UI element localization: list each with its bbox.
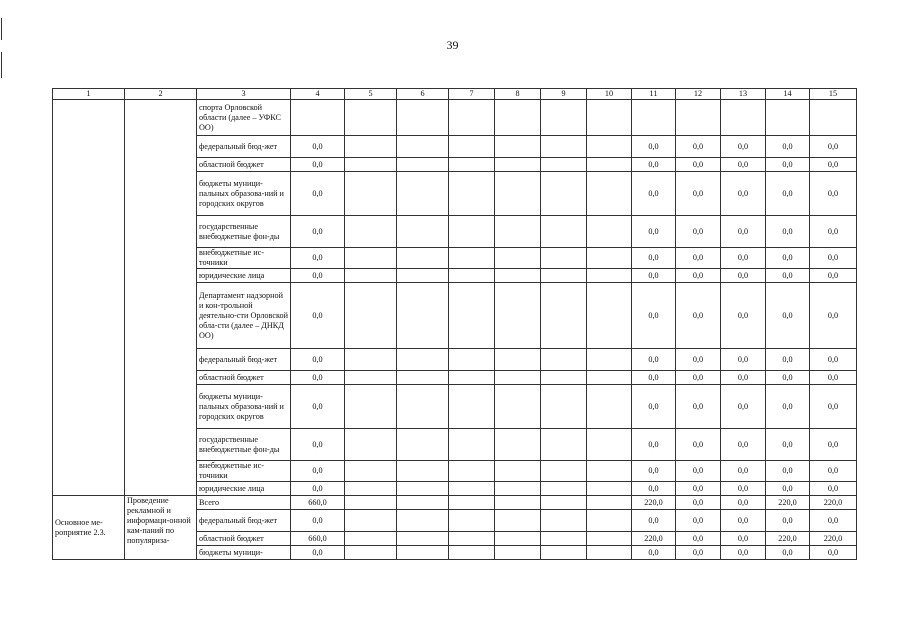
value-cell	[291, 100, 345, 136]
value-cell	[397, 385, 449, 429]
value-cell: 0,0	[810, 269, 857, 283]
value-cell	[345, 385, 397, 429]
header-row	[53, 89, 857, 100]
value-cell	[397, 510, 449, 532]
value-cell	[449, 546, 495, 560]
value-cell: 0,0	[291, 283, 345, 349]
value-cell	[541, 248, 587, 269]
value-cell: 0,0	[632, 269, 676, 283]
header-cell: 3	[197, 89, 291, 100]
row-label: областной бюджет	[197, 371, 291, 385]
value-cell: 0,0	[676, 510, 721, 532]
value-cell	[495, 283, 541, 349]
value-cell: 0,0	[721, 349, 766, 371]
header-cell: 15	[810, 89, 857, 100]
scan-edge-marks	[1, 18, 3, 88]
value-cell	[541, 100, 587, 136]
value-cell	[397, 269, 449, 283]
value-cell: 220,0	[632, 496, 676, 510]
value-cell: 660,0	[291, 532, 345, 546]
header-cell: 8	[495, 89, 541, 100]
value-cell: 0,0	[810, 385, 857, 429]
value-cell: 0,0	[810, 349, 857, 371]
value-cell: 0,0	[291, 216, 345, 248]
value-cell: 0,0	[632, 546, 676, 560]
page-number: 39	[446, 38, 459, 52]
value-cell	[587, 371, 632, 385]
value-cell: 0,0	[721, 269, 766, 283]
value-cell	[495, 172, 541, 216]
value-cell	[449, 385, 495, 429]
value-cell	[495, 496, 541, 510]
value-cell	[587, 349, 632, 371]
value-cell	[587, 172, 632, 216]
value-cell: 0,0	[766, 349, 810, 371]
value-cell: 0,0	[766, 510, 810, 532]
value-cell	[449, 100, 495, 136]
table-row	[53, 100, 857, 136]
row-label: федеральный бюд-жет	[197, 349, 291, 371]
value-cell: 0,0	[291, 429, 345, 461]
value-cell: 0,0	[291, 510, 345, 532]
value-cell	[449, 349, 495, 371]
value-cell: 220,0	[810, 496, 857, 510]
value-cell	[495, 158, 541, 172]
value-cell: 0,0	[721, 532, 766, 546]
col2-cell	[125, 100, 197, 496]
value-cell: 0,0	[676, 532, 721, 546]
row-label: областной бюджет	[197, 532, 291, 546]
value-cell	[587, 100, 632, 136]
value-cell	[632, 100, 676, 136]
value-cell	[495, 136, 541, 158]
value-cell	[495, 546, 541, 560]
value-cell	[587, 546, 632, 560]
value-cell	[397, 496, 449, 510]
value-cell: 220,0	[766, 496, 810, 510]
value-cell	[495, 461, 541, 482]
value-cell: 0,0	[766, 461, 810, 482]
value-cell: 0,0	[291, 461, 345, 482]
value-cell	[449, 136, 495, 158]
value-cell: 0,0	[721, 172, 766, 216]
value-cell: 660,0	[291, 496, 345, 510]
value-cell: 0,0	[676, 248, 721, 269]
value-cell: 0,0	[632, 248, 676, 269]
value-cell: 0,0	[676, 283, 721, 349]
value-cell	[587, 269, 632, 283]
value-cell	[495, 248, 541, 269]
value-cell: 0,0	[676, 482, 721, 496]
row-label: федеральный бюд-жет	[197, 510, 291, 532]
value-cell: 0,0	[810, 461, 857, 482]
value-cell	[345, 349, 397, 371]
value-cell	[397, 216, 449, 248]
value-cell: 0,0	[766, 158, 810, 172]
value-cell	[541, 482, 587, 496]
value-cell	[587, 158, 632, 172]
header-cell: 1	[53, 89, 125, 100]
value-cell	[587, 136, 632, 158]
value-cell	[495, 269, 541, 283]
value-cell	[495, 371, 541, 385]
value-cell	[541, 546, 587, 560]
value-cell	[541, 532, 587, 546]
value-cell: 0,0	[721, 216, 766, 248]
value-cell	[587, 248, 632, 269]
header-cell: 5	[345, 89, 397, 100]
value-cell: 0,0	[676, 172, 721, 216]
value-cell: 0,0	[766, 172, 810, 216]
value-cell	[587, 385, 632, 429]
value-cell	[345, 461, 397, 482]
value-cell	[345, 172, 397, 216]
row-label: Всего	[197, 496, 291, 510]
value-cell: 0,0	[810, 546, 857, 560]
value-cell: 0,0	[632, 158, 676, 172]
value-cell	[495, 510, 541, 532]
value-cell: 0,0	[632, 349, 676, 371]
value-cell: 0,0	[632, 385, 676, 429]
value-cell: 0,0	[721, 510, 766, 532]
value-cell	[541, 371, 587, 385]
value-cell: 0,0	[721, 461, 766, 482]
value-cell	[397, 100, 449, 136]
value-cell: 0,0	[810, 510, 857, 532]
value-cell	[449, 158, 495, 172]
value-cell: 0,0	[766, 269, 810, 283]
value-cell	[345, 429, 397, 461]
value-cell	[345, 216, 397, 248]
value-cell: 0,0	[632, 482, 676, 496]
header-cell: 6	[397, 89, 449, 100]
value-cell: 0,0	[291, 546, 345, 560]
value-cell	[397, 461, 449, 482]
value-cell: 0,0	[632, 510, 676, 532]
value-cell: 0,0	[676, 136, 721, 158]
value-cell	[397, 136, 449, 158]
value-cell	[449, 371, 495, 385]
value-cell	[541, 385, 587, 429]
value-cell: 0,0	[676, 269, 721, 283]
header-cell: 9	[541, 89, 587, 100]
row-label: Департамент надзорной и кон-трольной деятельно-сти Орловской обла-сти (далее – ДНКД ОО)	[197, 283, 291, 349]
header-cell: 14	[766, 89, 810, 100]
value-cell	[345, 496, 397, 510]
value-cell	[587, 461, 632, 482]
value-cell: 0,0	[810, 482, 857, 496]
value-cell	[345, 482, 397, 496]
value-cell: 220,0	[810, 532, 857, 546]
value-cell	[495, 429, 541, 461]
value-cell	[345, 532, 397, 546]
row-label: бюджеты муници-пальных образова-ний и городских округов	[197, 385, 291, 429]
value-cell	[587, 482, 632, 496]
value-cell	[541, 172, 587, 216]
value-cell: 220,0	[632, 532, 676, 546]
value-cell: 0,0	[721, 136, 766, 158]
value-cell	[345, 269, 397, 283]
value-cell	[449, 496, 495, 510]
value-cell: 0,0	[632, 172, 676, 216]
value-cell: 0,0	[766, 283, 810, 349]
value-cell: 0,0	[721, 482, 766, 496]
value-cell: 0,0	[632, 136, 676, 158]
value-cell: 0,0	[291, 172, 345, 216]
value-cell	[345, 248, 397, 269]
value-cell: 0,0	[632, 429, 676, 461]
value-cell	[721, 100, 766, 136]
value-cell: 0,0	[632, 283, 676, 349]
value-cell	[587, 283, 632, 349]
value-cell: 0,0	[676, 216, 721, 248]
value-cell	[345, 136, 397, 158]
value-cell: 0,0	[766, 429, 810, 461]
row-label: юридические лица	[197, 269, 291, 283]
header-cell: 12	[676, 89, 721, 100]
value-cell: 0,0	[632, 216, 676, 248]
value-cell	[397, 349, 449, 371]
value-cell	[541, 283, 587, 349]
value-cell	[345, 371, 397, 385]
value-cell	[397, 371, 449, 385]
value-cell: 0,0	[291, 269, 345, 283]
value-cell: 0,0	[291, 385, 345, 429]
budget-table	[52, 88, 857, 560]
value-cell	[397, 283, 449, 349]
value-cell	[541, 216, 587, 248]
value-cell: 0,0	[810, 248, 857, 269]
value-cell	[345, 546, 397, 560]
col1-cell	[53, 100, 125, 496]
table-row	[53, 496, 857, 510]
row-label: внебюджетные ис-точники	[197, 461, 291, 482]
value-cell: 0,0	[721, 546, 766, 560]
value-cell	[587, 429, 632, 461]
value-cell	[397, 482, 449, 496]
value-cell	[449, 532, 495, 546]
header-cell: 13	[721, 89, 766, 100]
value-cell: 0,0	[766, 136, 810, 158]
value-cell	[397, 172, 449, 216]
header-cell: 10	[587, 89, 632, 100]
value-cell: 0,0	[676, 461, 721, 482]
value-cell: 0,0	[766, 385, 810, 429]
value-cell: 0,0	[291, 371, 345, 385]
value-cell: 0,0	[810, 158, 857, 172]
value-cell: 0,0	[676, 429, 721, 461]
row-label: бюджеты муници-пальных образова-ний и городских округов	[197, 172, 291, 216]
value-cell: 0,0	[291, 136, 345, 158]
value-cell	[495, 482, 541, 496]
value-cell	[541, 136, 587, 158]
row-label: федеральный бюд-жет	[197, 136, 291, 158]
header-cell: 11	[632, 89, 676, 100]
row-label: бюджеты муници-	[197, 546, 291, 560]
value-cell: 0,0	[291, 349, 345, 371]
value-cell	[587, 510, 632, 532]
value-cell: 0,0	[810, 172, 857, 216]
value-cell: 0,0	[766, 546, 810, 560]
value-cell: 0,0	[810, 136, 857, 158]
value-cell	[449, 482, 495, 496]
header-cell: 2	[125, 89, 197, 100]
value-cell	[810, 100, 857, 136]
value-cell	[766, 100, 810, 136]
row-label: спорта Орловской области (далее – УФКС ОО)	[197, 100, 291, 136]
value-cell: 0,0	[721, 248, 766, 269]
value-cell	[495, 349, 541, 371]
value-cell	[397, 248, 449, 269]
value-cell: 0,0	[676, 349, 721, 371]
value-cell: 0,0	[810, 216, 857, 248]
value-cell: 0,0	[810, 283, 857, 349]
row-label: внебюджетные ис-точники	[197, 248, 291, 269]
value-cell: 0,0	[721, 283, 766, 349]
value-cell	[541, 496, 587, 510]
value-cell: 0,0	[676, 546, 721, 560]
value-cell	[449, 510, 495, 532]
value-cell	[449, 248, 495, 269]
value-cell	[541, 158, 587, 172]
value-cell	[495, 216, 541, 248]
value-cell: 0,0	[676, 371, 721, 385]
value-cell	[449, 172, 495, 216]
value-cell: 0,0	[291, 158, 345, 172]
measure-description: Проведение рекламной и информаци-онной кам-паний по популяриза-	[125, 496, 197, 560]
header-cell: 7	[449, 89, 495, 100]
value-cell	[397, 532, 449, 546]
value-cell: 0,0	[721, 371, 766, 385]
value-cell	[587, 496, 632, 510]
value-cell	[541, 461, 587, 482]
value-cell	[397, 429, 449, 461]
row-label: областной бюджет	[197, 158, 291, 172]
value-cell	[449, 283, 495, 349]
value-cell: 0,0	[721, 158, 766, 172]
row-label: юридические лица	[197, 482, 291, 496]
value-cell	[345, 510, 397, 532]
value-cell: 0,0	[632, 461, 676, 482]
value-cell: 0,0	[676, 496, 721, 510]
value-cell	[541, 349, 587, 371]
value-cell: 0,0	[632, 371, 676, 385]
header-cell: 4	[291, 89, 345, 100]
value-cell: 0,0	[721, 385, 766, 429]
value-cell: 0,0	[291, 482, 345, 496]
value-cell: 0,0	[766, 248, 810, 269]
value-cell: 0,0	[766, 371, 810, 385]
value-cell	[541, 429, 587, 461]
value-cell	[397, 546, 449, 560]
value-cell: 0,0	[766, 482, 810, 496]
value-cell: 0,0	[291, 248, 345, 269]
value-cell	[449, 269, 495, 283]
value-cell	[541, 269, 587, 283]
measure-name: Основное ме-роприятие 2.3.	[53, 496, 125, 560]
value-cell: 0,0	[810, 371, 857, 385]
value-cell	[676, 100, 721, 136]
value-cell	[345, 158, 397, 172]
value-cell: 0,0	[766, 216, 810, 248]
value-cell: 0,0	[810, 429, 857, 461]
row-label: государственные внебюджетные фон-ды	[197, 429, 291, 461]
value-cell	[449, 216, 495, 248]
row-label: государственные внебюджетные фон-ды	[197, 216, 291, 248]
value-cell	[495, 532, 541, 546]
value-cell	[495, 100, 541, 136]
value-cell	[449, 429, 495, 461]
value-cell: 220,0	[766, 532, 810, 546]
value-cell: 0,0	[721, 429, 766, 461]
value-cell	[541, 510, 587, 532]
value-cell: 0,0	[721, 496, 766, 510]
value-cell	[449, 461, 495, 482]
value-cell	[345, 283, 397, 349]
value-cell	[587, 216, 632, 248]
value-cell	[495, 385, 541, 429]
value-cell	[587, 532, 632, 546]
value-cell: 0,0	[676, 158, 721, 172]
value-cell	[345, 100, 397, 136]
value-cell	[397, 158, 449, 172]
value-cell: 0,0	[676, 385, 721, 429]
